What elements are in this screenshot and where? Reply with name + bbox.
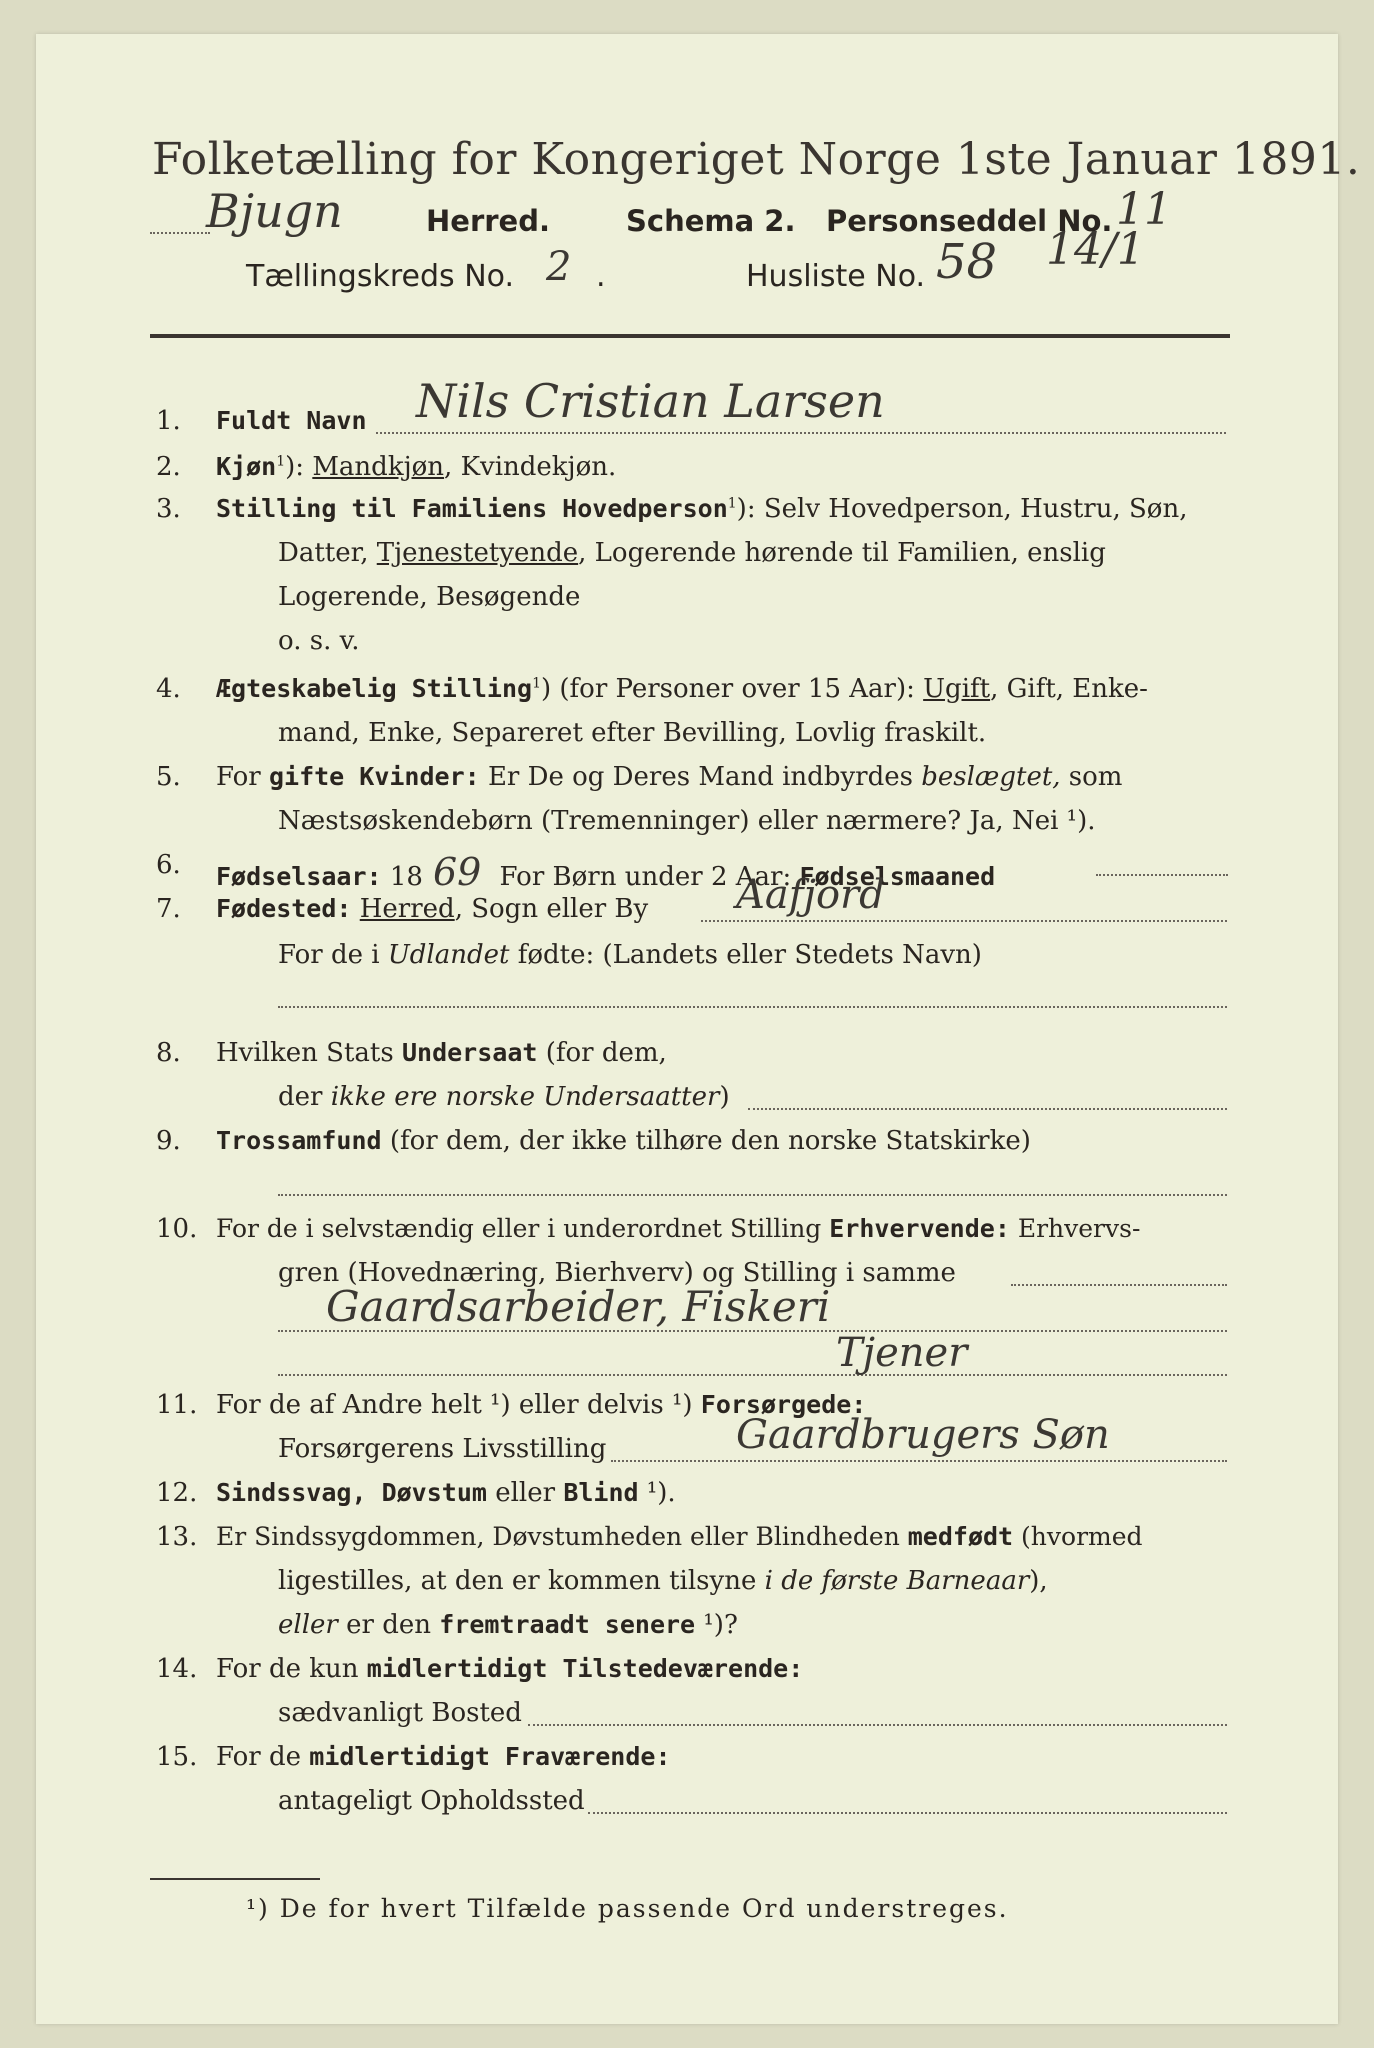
- item-number: 13.: [156, 1522, 198, 1552]
- option-datter: Datter,: [278, 538, 377, 568]
- dotted-line: [1011, 1284, 1227, 1286]
- item-number: 5.: [156, 762, 181, 792]
- marital-line1: [216, 674, 1148, 704]
- sex-option-female: , Kvindekjøn.: [444, 452, 617, 482]
- married-women-label: gifte Kvinder:: [268, 762, 480, 791]
- blind-label: Blind: [563, 1478, 639, 1507]
- religion-label: Trossamfund: [216, 1126, 382, 1155]
- herred-handwritten: Bjugn: [206, 184, 343, 238]
- birthplace-line1: [216, 894, 648, 924]
- supported-label: Forsørgede:: [700, 1390, 867, 1419]
- dotted-line: [150, 232, 210, 234]
- option-tjenestetyende: Tjenestetyende: [376, 538, 579, 568]
- sex-option-male: Mandkjøn: [312, 452, 445, 482]
- later-onset-label: fremtraadt senere: [439, 1610, 696, 1639]
- personseddel-number: 11: [1116, 184, 1172, 235]
- dotted-line: [278, 1006, 1227, 1008]
- footnote: ¹) De for hvert Tilfælde passende Ord understreges.: [246, 1894, 1009, 1923]
- item-number: 8.: [156, 1038, 181, 1068]
- citizenship-pre: Hvilken Stats: [216, 1038, 402, 1068]
- item-number: 14.: [156, 1654, 198, 1684]
- herred-label: Herred.: [426, 204, 550, 238]
- marital-line2: mand, Enke, Separeret efter Bevilling, Lovlig fraskilt.: [278, 718, 987, 748]
- birth-year-prefix: 18: [381, 862, 423, 892]
- congenital-eller: eller: [278, 1610, 338, 1640]
- married-women-text: Er De og Deres Mand indbyrdes: [479, 762, 922, 792]
- birth-month-label: Fødselsmaaned: [799, 862, 996, 891]
- kreds-number: 2: [546, 244, 572, 290]
- item-number: 11.: [156, 1390, 198, 1420]
- abroad-italic: Udlandet: [387, 940, 510, 970]
- family-position-line3: Logerende, Besøgende: [278, 582, 581, 612]
- birth-month-note: For Børn under 2 Aar:: [491, 862, 800, 892]
- temp-present-label: midlertidigt Tilstedeværende:: [366, 1654, 804, 1683]
- footnote-mark: 1: [727, 495, 737, 512]
- married-women-end: som: [1060, 762, 1123, 792]
- item-number: 10.: [156, 1214, 198, 1244]
- birthplace-label: Fødested:: [216, 894, 352, 923]
- family-position-label: Stilling til Familiens Hovedperson: [216, 494, 728, 523]
- husliste-label: Husliste No.: [746, 259, 926, 294]
- item-number: 9.: [156, 1126, 181, 1156]
- supported-line2: Forsørgerens Livsstilling: [278, 1434, 607, 1464]
- husliste-number: 58: [936, 234, 998, 290]
- congenital-close: ),: [1029, 1566, 1048, 1596]
- item-number: 15.: [156, 1742, 198, 1772]
- dotted-line: [701, 920, 1227, 922]
- birthplace-line2: [278, 940, 982, 970]
- citizenship-note: (for dem,: [537, 1038, 667, 1068]
- citizenship-line1: [216, 1038, 667, 1068]
- congenital-text2: er den: [337, 1610, 440, 1640]
- citizenship-close: ): [719, 1082, 730, 1112]
- temp-absent-label: midlertidigt Fraværende:: [309, 1742, 671, 1771]
- dotted-line: [748, 1108, 1227, 1110]
- personseddel-label: Personseddel No.: [826, 204, 1113, 238]
- disability-line: [216, 1478, 676, 1508]
- item-number: 12.: [156, 1478, 198, 1508]
- temp-present-pre: For de kun: [216, 1654, 367, 1684]
- congenital-label: medfødt: [907, 1522, 1014, 1551]
- full-name-value: Nils Cristian Larsen: [416, 374, 885, 428]
- marital-note: ) (for Personer over 15 Aar):: [541, 674, 924, 704]
- family-position-line2: [278, 538, 1106, 568]
- occupation-value-2: Tjener: [836, 1330, 968, 1376]
- temp-absent-line2: antageligt Opholdssted: [278, 1786, 585, 1816]
- item-number: 2.: [156, 452, 181, 482]
- birth-year-label: Fødselsaar:: [216, 862, 382, 891]
- dotted-line: [278, 1374, 1227, 1376]
- citizenship-italic: ikke ere norske Undersaatter: [330, 1082, 720, 1112]
- disability-label: Sindssvag, Døvstum: [216, 1478, 487, 1507]
- congenital-line3: [278, 1610, 738, 1640]
- census-form: [36, 34, 1361, 2024]
- citizenship-label: Undersaat: [401, 1038, 538, 1067]
- birthplace-value: Aafjord: [736, 872, 885, 918]
- family-position-line4: o. s. v.: [278, 626, 360, 656]
- item-number: 7.: [156, 894, 181, 924]
- occupation-line2: gren (Hovednæring, Bierhverv) og Stilling i samme: [278, 1258, 956, 1288]
- family-position-options-2: , Logerende hørende til Familien, enslig: [578, 538, 1106, 568]
- temp-absent-line1: [216, 1742, 671, 1772]
- married-women-italic: beslægtet,: [921, 762, 1061, 792]
- married-women-pre: For: [216, 762, 269, 792]
- occupation-pre: For de i selvstændig eller i underordnet Stilling: [216, 1214, 830, 1243]
- footnote-mark: 1: [532, 675, 541, 692]
- occupation-line1: [216, 1214, 1140, 1243]
- family-position-line1: [216, 494, 1187, 524]
- religion-line: [216, 1126, 1031, 1156]
- occupation-end: Erhvervs-: [1009, 1214, 1141, 1243]
- sex-colon: ):: [285, 452, 313, 482]
- form-title: Folketælling for Kongeriget Norge 1ste Januar 1891.: [152, 134, 1361, 185]
- item-number: 3.: [156, 494, 181, 524]
- dotted-line: [278, 1194, 1227, 1196]
- dotted-line: [611, 1460, 1227, 1462]
- birthplace-option-herred: Herred: [359, 894, 455, 924]
- religion-note: (for dem, der ikke tilhøre den norske Statskirke): [381, 1126, 1031, 1156]
- footnote-rule: [150, 1878, 320, 1880]
- item-number: 4.: [156, 674, 181, 704]
- congenital-line2: [278, 1566, 1048, 1596]
- dotted-line: [588, 1812, 1227, 1814]
- birth-year-value: 69: [432, 850, 482, 894]
- congenital-end: (hvormed: [1013, 1522, 1143, 1551]
- married-women-line1: [216, 762, 1122, 792]
- disability-end: ¹).: [638, 1478, 676, 1508]
- dotted-line: [528, 1724, 1227, 1726]
- citizenship-line2: [278, 1082, 730, 1112]
- birthplace-options: , Sogn eller By: [454, 894, 649, 924]
- citizenship-der: der: [278, 1082, 331, 1112]
- family-position-options-1: ): Selv Hovedperson, Hustru, Søn,: [736, 494, 1188, 524]
- sex-label: Kjøn: [216, 452, 277, 481]
- dotted-line: [1096, 874, 1228, 876]
- occupation-value-1: Gaardsarbeider, Fiskeri: [326, 1282, 831, 1331]
- temp-present-line2: sædvanligt Bosted: [278, 1698, 522, 1728]
- footnote-mark: 1: [276, 453, 286, 470]
- temp-absent-pre: For de: [216, 1742, 310, 1772]
- disability-or: eller: [486, 1478, 564, 1508]
- dotted-line: [376, 432, 1226, 434]
- marital-option-ugift: Ugift: [923, 674, 991, 704]
- marital-label: Ægteskabelig Stilling: [216, 674, 533, 703]
- congenital-line1: [216, 1522, 1143, 1551]
- temp-present-line1: [216, 1654, 803, 1684]
- item-number: 6.: [156, 850, 181, 880]
- item-number: 1.: [156, 406, 181, 436]
- schema-label: Schema 2.: [626, 204, 796, 238]
- congenital-pre: Er Sindssygdommen, Døvstumheden eller Blindheden: [216, 1522, 908, 1551]
- full-name-label: Fuldt Navn: [216, 406, 367, 435]
- kreds-label: Tællingskreds No.: [246, 259, 514, 294]
- abroad-text: fødte: (Landets eller Stedets Navn): [509, 940, 982, 970]
- sex-line: [216, 452, 616, 482]
- husliste-extra: 14/1: [1046, 224, 1145, 275]
- abroad-pre: For de i: [278, 940, 388, 970]
- occupation-label: Erhvervende:: [829, 1214, 1010, 1243]
- congenital-text: ligestilles, at den er kommen tilsyne: [278, 1566, 765, 1596]
- congenital-end2: ¹)?: [695, 1610, 738, 1640]
- supported-pre: For de af Andre helt ¹) eller delvis ¹): [216, 1390, 701, 1420]
- married-women-line2: Næstsøskendebørn (Tremenninger) eller nærmere? Ja, Nei ¹).: [278, 806, 1096, 836]
- marital-options-1: , Gift, Enke-: [990, 674, 1148, 704]
- dot-separator: .: [596, 259, 606, 294]
- header-rule: [150, 334, 1230, 338]
- congenital-italic: i de første Barneaar: [764, 1566, 1030, 1596]
- provider-occupation-value: Gaardbrugers Søn: [736, 1412, 1110, 1458]
